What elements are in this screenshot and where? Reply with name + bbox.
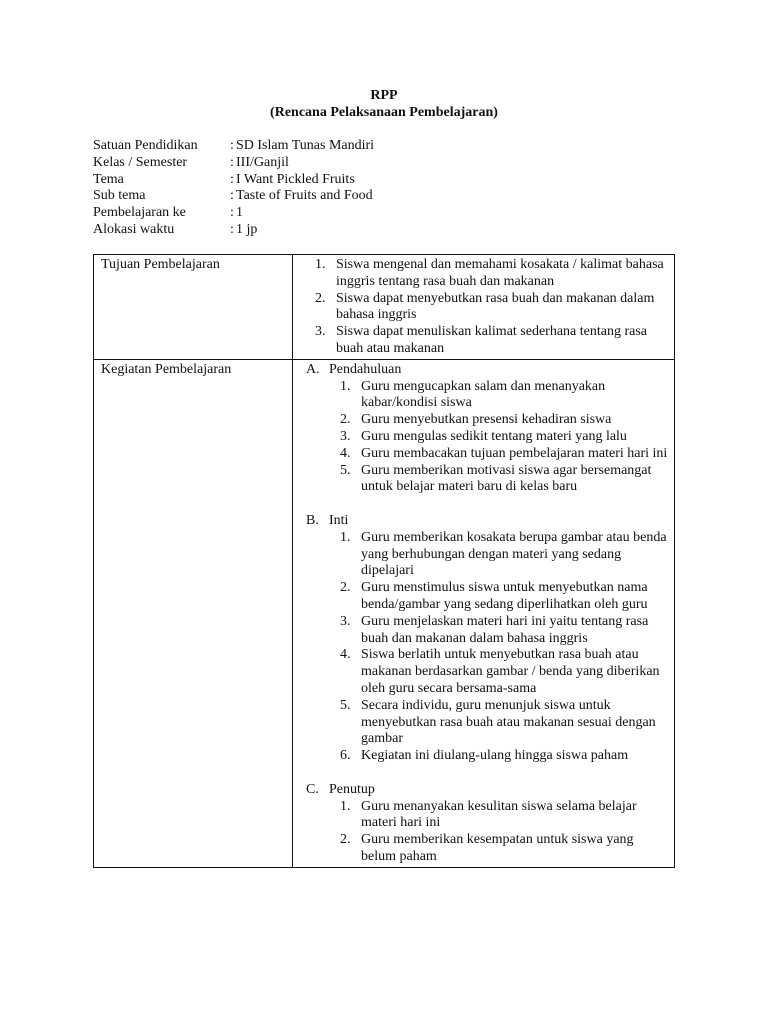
identity-label: Satuan Pendidikan <box>93 138 198 153</box>
section-list <box>329 799 668 866</box>
identity-label: Alokasi waktu <box>93 221 175 237</box>
identity-separator: : <box>230 138 234 153</box>
identity-value: Taste of Fruits and Food <box>236 188 373 204</box>
section-penutup <box>299 782 668 866</box>
list-item: 3. Siswa dapat menuliskan kalimat sederhana tentang rasa buah atau makanan <box>329 324 668 358</box>
identity-row <box>93 138 374 155</box>
identity-row <box>93 155 374 172</box>
section-letter: C. <box>306 781 319 797</box>
identity-row <box>93 222 374 239</box>
list-item: 1. Guru memberikan kosakata berupa gambar atau benda yang berhubungan dengan materi yang sedang dipelajari <box>354 530 668 580</box>
section-letter: A. <box>306 361 320 377</box>
list-item: 1. Siswa mengenal dan memahami kosakata / kalimat bahasa inggris tentang rasa buah dan makanan <box>329 257 668 291</box>
section-spacer <box>299 496 668 513</box>
identity-row <box>93 188 374 205</box>
tujuan-content-cell <box>293 255 675 360</box>
section-list <box>329 379 668 497</box>
identity-block <box>93 138 374 239</box>
identity-label: Tema <box>93 171 124 187</box>
tujuan-label-cell: Tujuan Pembelajaran <box>94 255 293 360</box>
kegiatan-label-cell: Kegiatan Pembelajaran <box>94 359 293 867</box>
identity-separator: : <box>230 205 234 221</box>
identity-separator: : <box>230 154 234 170</box>
list-item: 3. Guru mengulas sedikit tentang materi yang lalu <box>354 429 668 446</box>
lesson-plan-table <box>93 254 675 868</box>
identity-value: 1 jp <box>236 221 258 237</box>
section-spacer <box>299 765 668 782</box>
section-title: Inti <box>329 512 349 528</box>
identity-separator: : <box>230 188 234 204</box>
section-list <box>329 530 668 765</box>
list-item: 2. Siswa dapat menyebutkan rasa buah dan makanan dalam bahasa inggris <box>329 291 668 325</box>
section-title: Pendahuluan <box>329 361 402 377</box>
document-subtitle: (Rencana Pelaksanaan Pembelajaran) <box>270 105 498 120</box>
list-item: 3. Guru menjelaskan materi hari ini yaitu tentang rasa buah dan makanan dalam bahasa inggris <box>354 614 668 648</box>
document-title: RPP <box>370 88 398 103</box>
section-inti <box>299 513 668 765</box>
identity-label: Pembelajaran ke <box>93 205 186 221</box>
tujuan-list <box>299 257 668 358</box>
identity-value: SD Islam Tunas Mandiri <box>236 138 375 153</box>
identity-label: Sub tema <box>93 188 146 204</box>
section-letter: B. <box>306 512 319 528</box>
list-item: 4. Siswa berlatih untuk menyebutkan rasa buah atau makanan berdasarkan gambar / benda yang diberikan oleh guru secara bersama-sama <box>354 647 668 697</box>
list-item: 4. Guru membacakan tujuan pembelajaran materi hari ini <box>354 446 668 463</box>
list-item: 6. Kegiatan ini diulang-ulang hingga siswa paham <box>354 748 668 765</box>
section-pendahuluan <box>299 362 668 496</box>
list-item: 2. Guru memberikan kesempatan untuk siswa yang belum paham <box>354 832 668 866</box>
section-title: Penutup <box>329 781 375 797</box>
identity-row <box>93 172 374 189</box>
list-item: 5. Guru memberikan motivasi siswa agar bersemangat untuk belajar materi baru di kelas baru <box>354 463 668 497</box>
identity-value: III/Ganjil <box>236 154 289 170</box>
identity-separator: : <box>230 171 234 187</box>
identity-row <box>93 205 374 222</box>
list-item: 2. Guru menstimulus siswa untuk menyebutkan nama benda/gambar yang sedang diperlihatkan oleh guru <box>354 580 668 614</box>
list-item: 5. Secara individu, guru menunjuk siswa untuk menyebutkan rasa buah atau makanan sesuai dengan gambar <box>354 698 668 748</box>
list-item: 2. Guru menyebutkan presensi kehadiran siswa <box>354 412 668 429</box>
identity-label: Kelas / Semester <box>93 154 188 170</box>
table-row-kegiatan <box>94 359 675 867</box>
list-item: 1. Guru menanyakan kesulitan siswa selama belajar materi hari ini <box>354 799 668 833</box>
table-row-tujuan <box>94 255 675 360</box>
identity-value: 1 <box>236 205 243 221</box>
identity-value: I Want Pickled Fruits <box>236 171 355 187</box>
identity-separator: : <box>230 221 234 237</box>
list-item: 1. Guru mengucapkan salam dan menanyakan kabar/kondisi siswa <box>354 379 668 413</box>
kegiatan-content-cell <box>293 359 675 867</box>
